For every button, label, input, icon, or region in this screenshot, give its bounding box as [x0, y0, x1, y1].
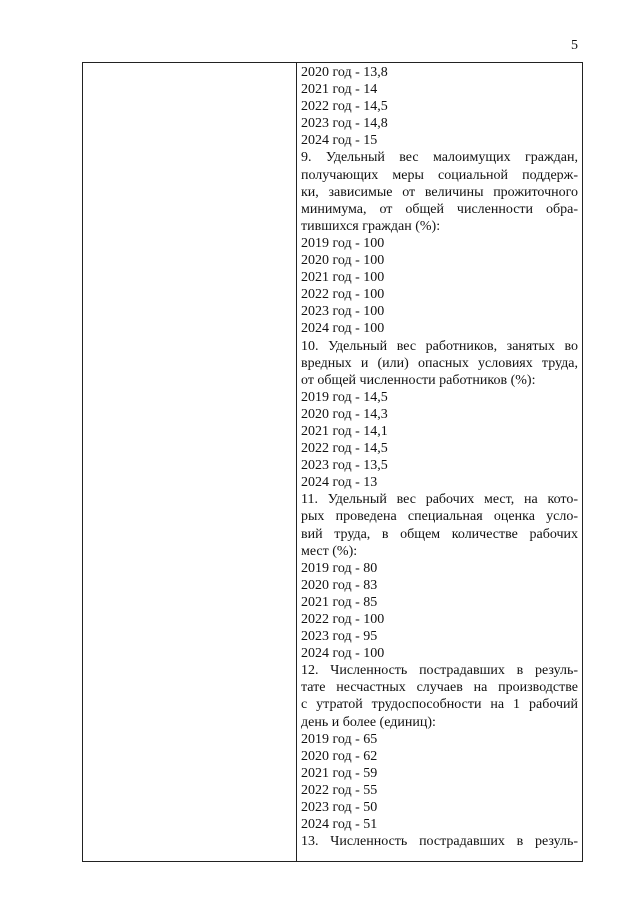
text-line: 2020 год - 14,3	[301, 406, 388, 422]
text-line: тившихся граждан (%):	[301, 218, 441, 234]
text-line: 2020 год - 100	[301, 253, 385, 269]
text-line: 2021 год - 14	[301, 82, 378, 98]
left-column-cell	[83, 63, 297, 861]
text-line: 12. Численность пострадавших в резуль-	[301, 663, 578, 679]
text-line: 2022 год - 100	[301, 612, 385, 627]
text-line: 2024 год - 100	[301, 646, 385, 662]
text-line: рых проведена специальная оценка усло-	[301, 509, 578, 525]
text-line: 2023 год - 14,8	[301, 116, 388, 132]
text-line: минимума, от общей численности обра-	[301, 201, 578, 217]
text-line: 2023 год - 50	[301, 800, 378, 816]
text-line: 2020 год - 83	[301, 577, 378, 593]
text-line: 2019 год - 80	[301, 560, 378, 576]
text-line: 2020 год - 62	[301, 748, 378, 764]
text-line: 2022 год - 14,5	[301, 99, 388, 115]
document-table	[82, 62, 583, 862]
text-line: 2021 год - 59	[301, 765, 378, 781]
text-line: 2024 год - 13	[301, 475, 378, 491]
text-line: с утратой трудоспособности на 1 рабочий	[301, 697, 578, 713]
text-line: 2021 год - 100	[301, 270, 385, 286]
text-line: 2022 год - 55	[301, 782, 378, 798]
text-line: 2019 год - 100	[301, 235, 385, 251]
text-line: ки, зависимые от величины прожиточного	[301, 184, 578, 200]
text-line: 2022 год - 14,5	[301, 441, 388, 457]
text-line: 2024 год - 100	[301, 321, 385, 337]
text-line: вий труда, в общем количестве рабочих	[301, 526, 578, 542]
text-line: 10. Удельный вес работников, занятых во	[301, 338, 578, 354]
text-line: 2021 год - 14,1	[301, 423, 388, 439]
text-line: 2024 год - 15	[301, 133, 378, 149]
page-number: 5	[571, 38, 578, 53]
text-line: 2024 год - 51	[301, 817, 378, 833]
right-column-cell	[297, 63, 582, 861]
text-line: 2023 год - 100	[301, 304, 385, 320]
text-line: день и более (единиц):	[301, 714, 436, 730]
text-line: от общей численности работников (%):	[301, 372, 536, 388]
text-line: тате несчастных случаев на производстве	[301, 680, 578, 696]
text-line: 2020 год - 13,8	[301, 65, 388, 80]
text-line: 2023 год - 95	[301, 629, 378, 645]
text-line: 9. Удельный вес малоимущих граждан,	[301, 150, 578, 166]
text-line: получающих меры социальной поддерж-	[301, 167, 578, 183]
text-line: 2021 год - 85	[301, 594, 378, 610]
text-line: 2023 год - 13,5	[301, 458, 388, 474]
text-line: 2022 год - 100	[301, 287, 385, 303]
text-line: 2019 год - 14,5	[301, 389, 388, 405]
text-line: 13. Численность пострадавших в резуль-	[301, 834, 578, 850]
text-line: вредных и (или) опасных условиях труда,	[301, 355, 578, 371]
text-line: 2019 год - 65	[301, 731, 378, 747]
text-line: мест (%):	[301, 543, 358, 559]
text-line: 11. Удельный вес рабочих мест, на кото-	[301, 492, 578, 508]
